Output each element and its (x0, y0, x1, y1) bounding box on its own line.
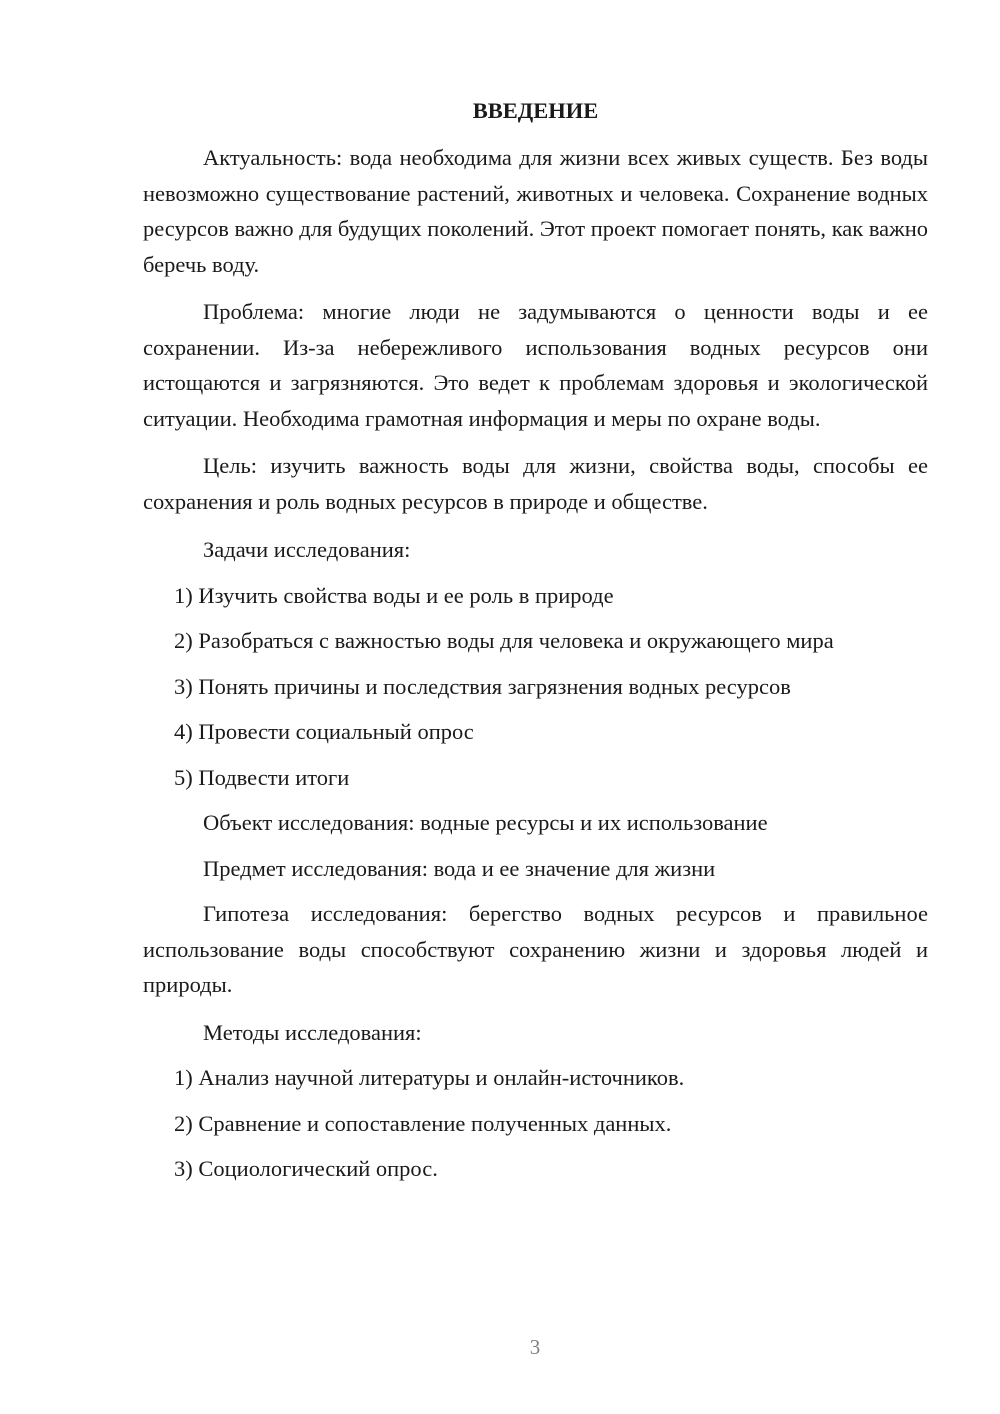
tasks-list (143, 578, 928, 796)
task-item: 5) Подвести итоги (174, 764, 350, 790)
task-item: 2) Разобраться с важностью воды для человека и окружающего мира (174, 628, 834, 653)
task-item: 1) Изучить свойства воды и ее роль в природе (174, 582, 614, 608)
method-item: 1) Анализ научной литературы и онлайн-источников. (174, 1065, 685, 1090)
object-paragraph: Объект исследования: водные ресурсы и их использование (203, 810, 768, 835)
tasks-label: Задачи исследования: (203, 537, 411, 562)
problem-paragraph: Проблема: многие люди не задумываются о ценности воды и ее сохранении. Из-за небережливого использования водных ресурсов они истощаются и загрязняются. Это ведет к проблемам здоровья и экологической ситуации. Необходима грамотная информация и меры по охране воды. (143, 299, 928, 431)
section-title: ВВЕДЕНИЕ (472, 98, 599, 123)
page-content (143, 94, 928, 1197)
method-item: 2) Сравнение и сопоставление полученных данных. (174, 1110, 672, 1136)
relevance-paragraph: Актуальность: вода необходима для жизни всех живых существ. Без воды невозможно существование растений, животных и человека. Сохранение водных ресурсов важно для будущих поколений. Этот проект помогает понять, как важно беречь воду. (143, 145, 928, 277)
method-item: 3) Социологический опрос. (174, 1156, 438, 1181)
page-number: 3 (529, 1335, 541, 1359)
subject-paragraph: Предмет исследования: вода и ее значение для жизни (203, 855, 716, 881)
goal-paragraph: Цель: изучить важность воды для жизни, свойства воды, способы ее сохранения и роль водных ресурсов в природе и обществе. (143, 453, 928, 514)
methods-label: Методы исследования: (203, 1019, 422, 1045)
task-item: 3) Понять причины и последствия загрязнения водных ресурсов (174, 673, 791, 699)
methods-list (143, 1060, 928, 1187)
hypothesis-paragraph: Гипотеза исследования: берегство водных ресурсов и правильное использование воды способствуют сохранению жизни и здоровья людей и природы. (143, 901, 928, 997)
task-item: 4) Провести социальный опрос (174, 719, 474, 744)
